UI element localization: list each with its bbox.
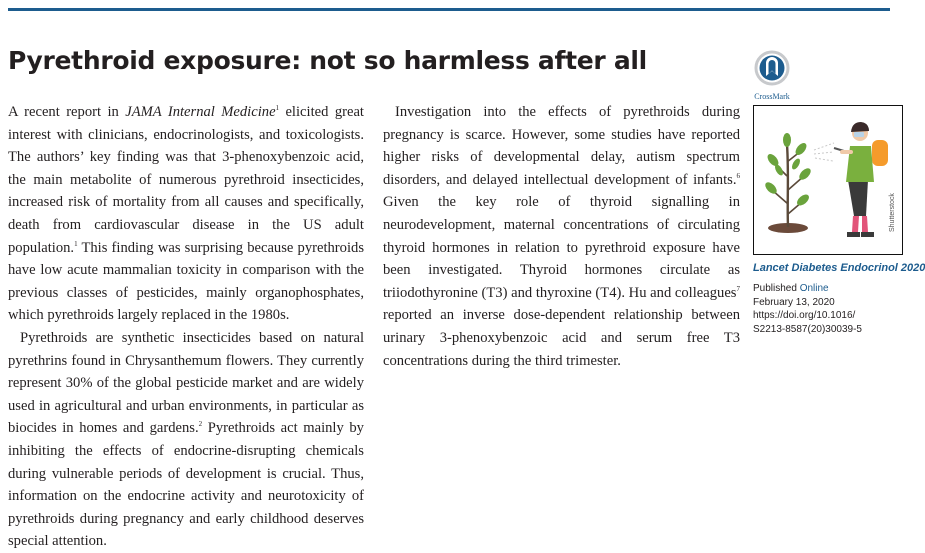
doi-line-1[interactable]: https://doi.org/10.1016/	[753, 310, 856, 322]
article-column-2	[383, 101, 740, 372]
text-run: This finding was surprising because pyrethroids have low acute mammalian toxicity in comparison with the previous classes of pesticides, mainly organophosphates, which pyrethroids largely replaced in the 1980s.	[8, 239, 364, 324]
article-illustration	[753, 105, 903, 255]
reference-7[interactable]: 7	[736, 284, 740, 293]
text-run: Investigation into the effects of pyrethroids during pregnancy is scarce. However, some studies have reported higher risks of developmental delay, autism spectrum disorders, and delayed intellectual development of infants.	[383, 104, 740, 188]
top-rule	[8, 8, 890, 11]
text-run: reported an inverse dose-dependent relationship between urinary 3-phenoxybenzoic acid and serum free T3 concentrations during the third trimester.	[383, 307, 740, 369]
reference-2[interactable]: 2	[198, 420, 203, 429]
article-column-1	[8, 101, 364, 553]
paragraph-3	[383, 101, 740, 372]
gardener-spraying-plant-illustration	[754, 106, 902, 254]
publication-date: February 13, 2020	[753, 296, 835, 308]
image-credit: Shutterstock	[889, 193, 896, 232]
published-label: Published	[753, 283, 797, 294]
text-run: Pyrethroids are synthetic insecticides based on natural pyrethrins found in Chrysanthemum flowers. They currently represent 30% of the global pesticide market and are widely used in agricultural and urban environments, in particular as biocides in homes and gardens.	[8, 329, 364, 437]
text-run: Pyrethroids act mainly by inhibiting the effects of endocrine-disrupting chemicals during vulnerable periods of development is crucial. Thus, information on the endocrine activity and neurotoxicity of pyrethroids during pregnancy and early childhood deserves special attention.	[8, 420, 364, 550]
online-link[interactable]: Online	[799, 283, 829, 294]
journal-citation: Lancet Diabetes Endocrinol 2020	[753, 262, 925, 274]
reference-1[interactable]: 1	[275, 104, 280, 112]
text-run: elicited great interest with clinicians, endocrinologists, and toxicologists. The authors’ key finding was that 3-phenoxybenzoic acid, the main metabolite of numerous pyrethroid insecticides, increased risk of mortality from all causes and specifically, death from cardiovascular disease in the US adult population.	[8, 104, 364, 256]
paragraph-1	[8, 101, 364, 327]
paragraph-2	[8, 327, 364, 553]
reference-1b[interactable]: 1	[74, 239, 78, 248]
reference-6[interactable]: 6	[736, 171, 740, 180]
journal-name: JAMA Internal Medicine	[125, 104, 276, 120]
crossmark-label: CrossMark	[754, 92, 790, 101]
crossmark-icon	[754, 50, 790, 86]
published-line	[753, 282, 862, 296]
doi-line-2[interactable]: S2213-8587(20)30039-5	[753, 323, 862, 335]
text-run: A recent report in	[8, 104, 126, 120]
crossmark-badge[interactable]	[752, 50, 792, 101]
text-run: Given the key role of thyroid signalling in neurodevelopment, maternal concentrations of circulating thyroid hormones in relation to pyrethroid exposure have been investigated. Thyroid hormones circulate as triiodothyronine (T3) and thyroxine (T4). Hu and colleagues	[383, 194, 740, 301]
publication-info	[753, 282, 862, 336]
article-title: Pyrethroid exposure: not so harmless after all	[8, 46, 647, 75]
